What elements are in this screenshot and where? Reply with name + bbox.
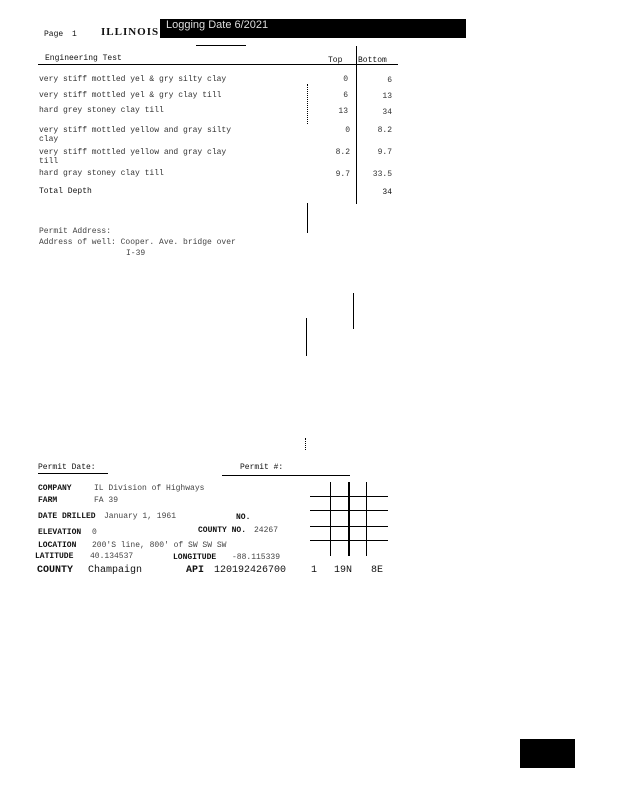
township: 19N <box>334 565 353 576</box>
date-drilled-value: January 1, 1961 <box>104 512 177 521</box>
column-engineering-test: Engineering Test <box>45 54 122 63</box>
total-depth-value: 34 <box>382 188 392 197</box>
column-bottom: Bottom <box>358 56 387 65</box>
latitude-label: LATITUDE <box>35 552 74 561</box>
log-row-bottom: 6 <box>387 76 392 85</box>
log-row-top: 8.2 <box>335 148 350 157</box>
location-label: LOCATION <box>38 541 77 550</box>
county-no-value: 24267 <box>254 526 279 535</box>
log-row-bottom: 9.7 <box>377 148 392 157</box>
column-divider-dotted <box>307 84 308 124</box>
column-top: Top <box>328 56 343 65</box>
column-divider <box>356 46 357 204</box>
api-value: 120192426700 <box>214 565 287 576</box>
latitude-value: 40.134537 <box>90 552 134 561</box>
log-row-top: 0 <box>345 126 350 135</box>
column-divider-lower <box>307 203 308 233</box>
log-row-top: 9.7 <box>335 170 350 179</box>
column-header-rule <box>38 64 398 65</box>
section-grid <box>310 482 388 556</box>
column-divider-mid <box>353 293 354 329</box>
column-divider-mid-left <box>306 318 307 356</box>
log-row-bottom: 34 <box>382 108 392 117</box>
no-label: NO. <box>236 513 251 522</box>
log-row: hard gray stoney clay till <box>39 169 164 178</box>
log-row: very stiff mottled yellow and gray clay till <box>39 148 227 166</box>
range: 8E <box>371 565 384 576</box>
state-title: ILLINOIS <box>101 26 160 38</box>
elevation-value: 0 <box>92 528 97 537</box>
farm-label: FARM <box>38 496 58 505</box>
elevation-label: ELEVATION <box>38 528 82 537</box>
log-row-bottom: 33.5 <box>372 170 392 179</box>
log-row-bottom: 13 <box>382 92 392 101</box>
well-address-cont: I-39 <box>126 249 146 258</box>
section-number: 1 <box>311 565 318 576</box>
county-no-label: COUNTY NO. <box>198 526 247 535</box>
total-depth-label: Total Depth <box>39 187 92 196</box>
longitude-value: -88.115339 <box>232 553 281 562</box>
header-underline <box>196 45 246 46</box>
corner-mark <box>520 739 575 768</box>
county-value: Champaign <box>88 565 143 576</box>
county-label: COUNTY <box>37 565 74 576</box>
header-bar <box>160 19 466 38</box>
permit-number-rule <box>222 475 350 476</box>
log-row-top: 6 <box>343 91 348 100</box>
location-value: 200'S line, 800' of SW SW SW <box>92 541 227 550</box>
log-row: hard grey stoney clay till <box>39 106 164 115</box>
log-row: very stiff mottled yel & gry silty clay <box>39 75 227 84</box>
date-drilled-label: DATE DRILLED <box>38 512 96 521</box>
page-label: Page <box>44 30 64 39</box>
log-row: very stiff mottled yel & gry clay till <box>39 91 222 100</box>
company-label: COMPANY <box>38 484 72 493</box>
log-row-top: 0 <box>343 75 348 84</box>
column-divider-dot-low <box>305 438 306 450</box>
longitude-label: LONGITUDE <box>173 553 217 562</box>
company-value: IL Division of Highways <box>94 484 205 493</box>
permit-date-rule <box>38 473 108 474</box>
farm-value: FA 39 <box>94 496 119 505</box>
log-row: very stiff mottled yellow and gray silty clay <box>39 126 232 144</box>
permit-address: Permit Address: <box>39 227 112 236</box>
page-number: 1 <box>72 30 77 39</box>
permit-date-label: Permit Date: <box>38 463 96 472</box>
log-row-top: 13 <box>338 107 348 116</box>
permit-number-label: Permit #: <box>240 463 284 472</box>
api-label: API <box>186 565 205 576</box>
well-address: Address of well: Cooper. Ave. bridge over <box>39 238 236 247</box>
log-row-bottom: 8.2 <box>377 126 392 135</box>
header-bar-text: Logging Date 6/2021 <box>166 19 269 31</box>
